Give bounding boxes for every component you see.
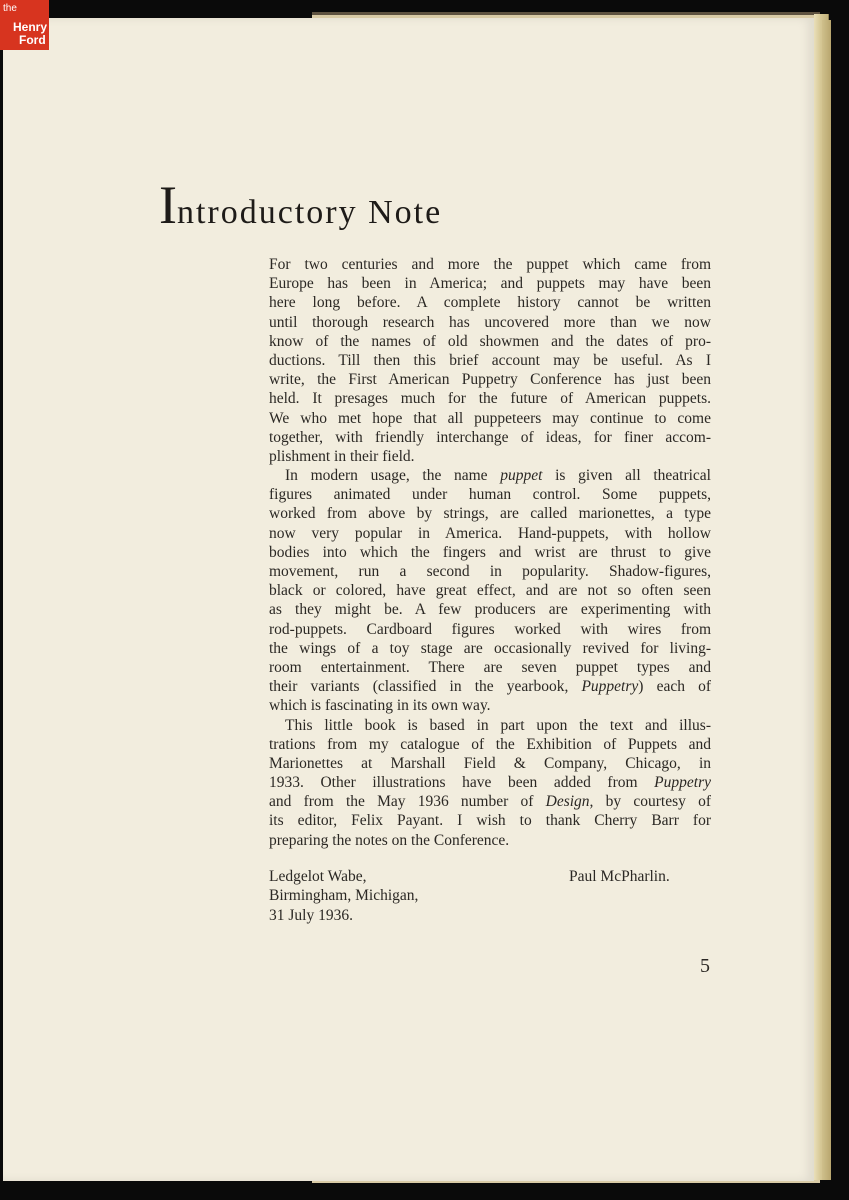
text-segment: by courtesy of <box>593 793 711 811</box>
text-segment: here long before. A complete history cannot be written <box>269 294 711 312</box>
text-segment: as they might be. A few producers are experimenting with <box>269 601 711 619</box>
text-segment: This little book is based in part upon the text and illus- <box>285 716 711 734</box>
page-number: 5 <box>700 955 710 977</box>
text-line <box>269 562 711 581</box>
text-line <box>269 773 711 792</box>
text-segment: and from the May 1936 number of <box>269 793 546 811</box>
paragraph <box>269 466 711 715</box>
text-line <box>269 524 711 543</box>
page-edge-inner <box>822 20 831 1180</box>
text-line <box>269 792 711 811</box>
italic-title: Design, <box>545 793 594 811</box>
text-segment: figures animated under human control. Some puppets, <box>269 486 711 504</box>
text-segment: the wings of a toy stage are occasionally revived for living- <box>269 639 711 657</box>
body-text <box>269 255 711 850</box>
text-segment: preparing the notes on the Conference. <box>269 831 510 849</box>
text-line <box>269 677 711 696</box>
signature-author: Paul McPharlin. <box>569 868 670 885</box>
text-line <box>269 658 711 677</box>
text-line <box>269 543 711 562</box>
signature-place <box>269 867 418 925</box>
paragraph <box>269 716 711 850</box>
text-line <box>269 620 711 639</box>
text-segment: trations from my catalogue of the Exhibition of Puppets and <box>269 735 711 753</box>
text-segment: together, with friendly interchange of ideas, for finer accom- <box>269 428 711 446</box>
text-segment: now very popular in America. Hand-puppets, with hollow <box>269 524 711 542</box>
title-rest: ntroductory Note <box>176 194 443 231</box>
text-line <box>269 274 711 293</box>
text-segment: which is fascinating in its own way. <box>269 697 491 715</box>
text-segment: room entertainment. There are seven puppet types and <box>269 658 711 676</box>
text-line <box>269 811 711 830</box>
text-line <box>269 466 711 485</box>
signature-place-line: Ledgelot Wabe, <box>269 868 367 885</box>
text-segment: plishment in their field. <box>269 447 415 465</box>
text-line <box>269 332 711 351</box>
text-line <box>269 696 711 715</box>
text-segment: Marionettes at Marshall Field & Company, Chicago, in <box>269 754 711 772</box>
text-segment: bodies into which the fingers and wrist are thrust to give <box>269 543 711 561</box>
text-segment: Europe has been in America; and puppets may have been <box>269 275 711 293</box>
text-segment: We who met hope that all puppeteers may continue to come <box>269 409 711 427</box>
text-line <box>269 600 711 619</box>
text-line <box>269 754 711 773</box>
text-line <box>269 428 711 447</box>
text-line <box>269 735 711 754</box>
signature-place-line: 31 July 1936. <box>269 906 353 924</box>
text-segment: its editor, Felix Payant. I wish to thank Cherry Barr for <box>269 812 711 830</box>
text-line <box>269 639 711 658</box>
title-initial: I <box>159 175 177 235</box>
text-segment: ductions. Till then this brief account may be useful. As I <box>269 351 711 369</box>
text-line <box>269 255 711 274</box>
text-segment: In modern usage, the name <box>285 467 501 485</box>
text-line <box>269 389 711 408</box>
henry-ford-logo <box>0 0 49 50</box>
signature-place-line: Birmingham, Michigan, <box>269 887 419 905</box>
text-segment: held. It presages much for the future of American puppets. <box>269 390 711 408</box>
text-segment: until thorough research has uncovered more than we now <box>269 313 711 331</box>
text-line <box>269 716 711 735</box>
text-segment: black or colored, have great effect, and are not so often seen <box>269 582 711 600</box>
text-segment: worked from above by strings, are called marionettes, a type <box>269 505 711 523</box>
logo-text-henry: Henry <box>13 20 48 34</box>
text-segment: is given all theatrical <box>542 467 711 485</box>
text-line <box>269 447 711 466</box>
text-segment: rod-puppets. Cardboard figures worked with wires from <box>269 620 711 638</box>
text-segment: movement, run a second in popularity. Shadow-figures, <box>269 563 711 580</box>
italic-title: Puppetry <box>654 774 711 792</box>
text-line <box>269 485 711 504</box>
text-segment: write, the First American Puppetry Conference has just been <box>269 371 711 389</box>
text-line <box>269 831 711 850</box>
logo-text-ford: Ford <box>19 33 46 47</box>
italic-title: Puppetry <box>581 678 639 696</box>
text-line <box>269 370 711 389</box>
text-segment: know of the names of old showmen and the dates of pro- <box>269 332 711 350</box>
text-line <box>269 313 711 332</box>
text-line <box>269 581 711 600</box>
page-title <box>159 174 442 236</box>
paragraph <box>269 255 711 466</box>
book-page <box>3 18 814 1181</box>
text-segment: their variants (classified in the yearbook, <box>269 678 582 696</box>
text-line <box>269 504 711 523</box>
text-line <box>269 409 711 428</box>
text-line <box>269 293 711 312</box>
text-line <box>269 351 711 370</box>
text-segment: 1933. Other illustrations have been added from <box>269 774 655 792</box>
italic-title: puppet <box>500 467 543 485</box>
logo-text-the: the <box>3 3 17 14</box>
text-segment: ) each of <box>638 678 711 696</box>
text-segment: For two centuries and more the puppet which came from <box>269 256 711 273</box>
